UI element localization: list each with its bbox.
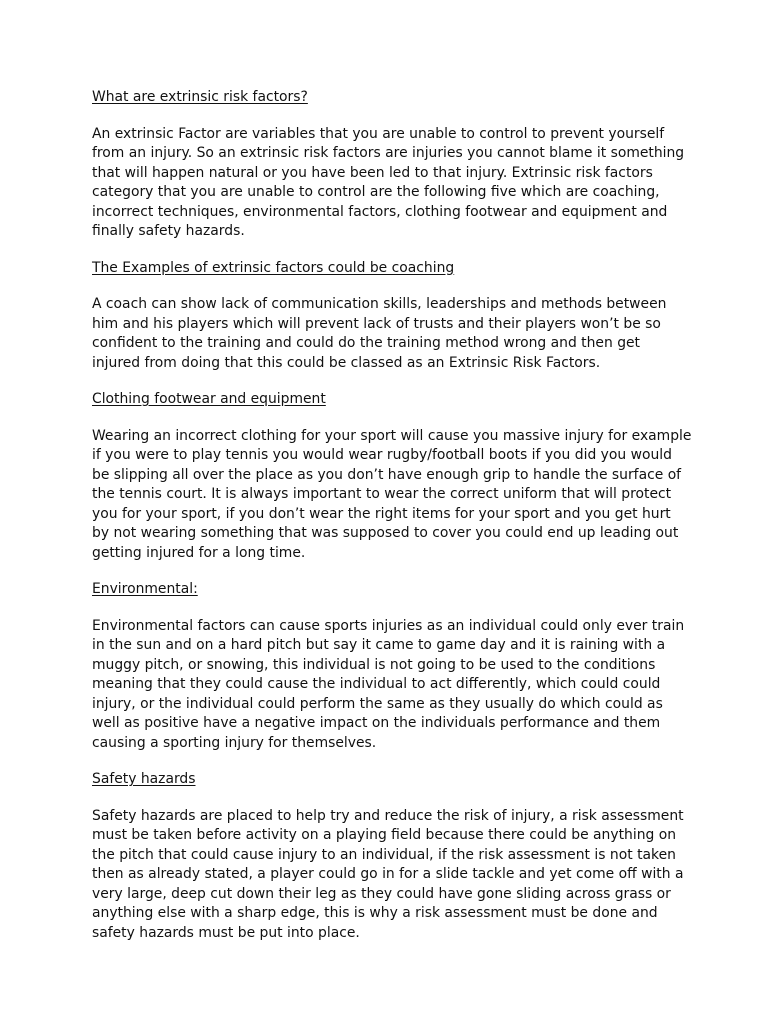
- spacer: [92, 278, 692, 295]
- spacer: [92, 600, 692, 617]
- spacer: [92, 410, 692, 427]
- section-heading-clothing: Clothing footwear and equipment: [92, 391, 326, 407]
- spacer: [92, 753, 692, 770]
- section-paragraph-environmental: Environmental factors can cause sports injuries as an individual could only ever train in the sun and on a hard pitch but say it came to game day and it is raining with a muggy pitch, or snowing, this individual is not going to be used to the conditions meaning that they could cause the individual to act differently, which could could injury, or the individual could perform the same as they usually do which could as well as positive have a negative impact on the individuals performance and them causing a sporting injury for themselves.: [92, 617, 685, 751]
- section-heading-environmental: Environmental:: [92, 581, 198, 597]
- spacer: [92, 790, 692, 807]
- spacer: [92, 373, 692, 390]
- section-paragraph-extrinsic-risk-factors: An extrinsic Factor are variables that you are unable to control to prevent yourself from an injury. So an extrinsic risk factors are injuries you cannot blame it something that will happen natural or you have been led to that injury. Extrinsic risk factors category that you are unable to control are the following five which are coaching, incorrect techniques, environmental factors, clothing footwear and equipment and finally safety hazards.: [92, 125, 685, 239]
- section-paragraph-safety-hazards: Safety hazards are placed to help try and reduce the risk of injury, a risk assessment must be taken before activity on a playing field because there could be anything on the pitch that could cause injury to an individual, if the risk assessment is not taken then as already stated, a player could go in for a slide tackle and yet come off with a very large, deep cut down their leg as they could have gone sliding across grass or anything else with a sharp edge, this is why a risk assessment must be done and safety hazards must be put into place.: [92, 807, 684, 941]
- document-body: [92, 88, 692, 943]
- section-heading-coaching: The Examples of extrinsic factors could be coaching: [92, 259, 455, 276]
- spacer: [92, 563, 692, 580]
- spacer: [92, 242, 692, 259]
- section-paragraph-clothing: Wearing an incorrect clothing for your sport will cause you massive injury for example if you were to play tennis you would wear rugby/football boots if you did you would be slipping all over the place as you don’t have enough grip to handle the surface of the tennis court. It is always important to wear the correct uniform that will protect you for your sport, if you don’t wear the right items for your sport and you get hurt by not wearing something that was supposed to cover you could end up leading out getting injured for a long time.: [92, 427, 692, 561]
- section-paragraph-coaching: A coach can show lack of communication skills, leaderships and methods between him and his players which will prevent lack of trusts and their players won’t be so confident to the training and could do the training method wrong and then get injured from doing that this could be classed as an Extrinsic Risk Factors.: [92, 296, 667, 371]
- section-heading-safety-hazards: Safety hazards: [92, 771, 196, 787]
- spacer: [92, 108, 692, 125]
- section-heading-extrinsic-risk-factors: What are extrinsic risk factors?: [92, 89, 308, 105]
